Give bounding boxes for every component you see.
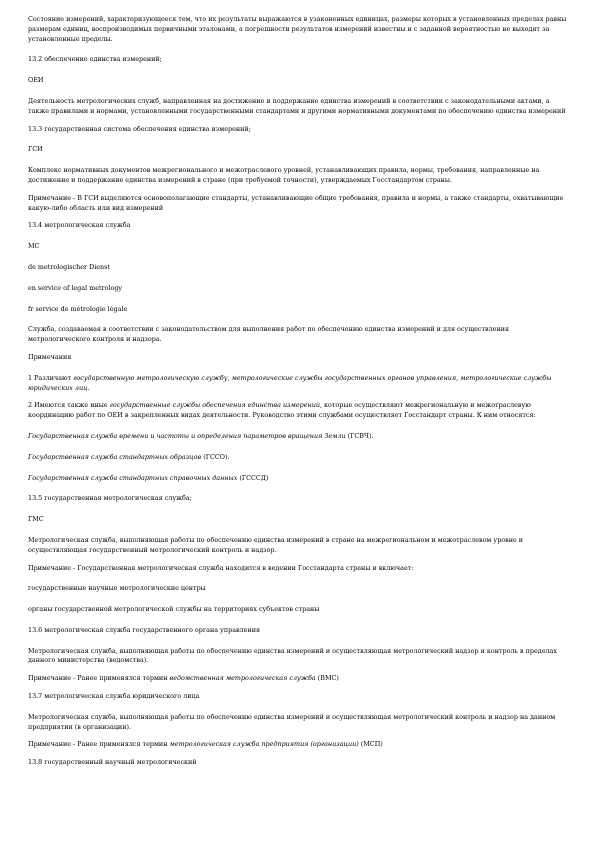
document-page: [28, 15, 568, 768]
term-heading: 13.5 государственная метрологическая служба;: [28, 494, 192, 503]
service-item: [28, 474, 568, 484]
separator: .: [87, 383, 90, 392]
abbreviation: (ГСССД): [237, 473, 269, 482]
definition-text: Метрологическая служба, выполняющая работы по обеспечению единства измерений и осуществляющая метрологический контроль и надзор на данном предприятии (в организации).: [28, 712, 556, 731]
list-item: государственные научные метрологические центры: [28, 584, 206, 593]
note-number: 2 Имеются также иные: [28, 401, 110, 410]
term-heading: 13.3 государственная система обеспечения единства измерений;: [28, 124, 251, 133]
term-abbreviation: ГСИ: [28, 145, 43, 154]
term-heading: 13.4 метрологическая служба: [28, 221, 131, 230]
term-abbreviation: ОЕИ: [28, 76, 44, 85]
note-body: Примечание - Ранее применялся термин: [28, 674, 170, 683]
term-abbreviation: МС: [28, 242, 40, 251]
term-abbreviation: ГМС: [28, 515, 44, 524]
term-heading: 13.7 метрологическая служба юридического лица: [28, 692, 200, 701]
notes-heading: Примечания: [28, 352, 72, 361]
separator: ,: [227, 373, 232, 382]
italic-term: Государственная служба стандартных справочных данных: [28, 473, 238, 482]
service-item: [28, 453, 568, 463]
note-text: Примечание - В ГСИ выделяются основополагающие стандарты, устанавливающие общие требования, правила и нормы, а также стандарты, охватывающие какую-либо область или вид измерений: [28, 193, 564, 212]
note-text: [28, 401, 568, 421]
definition-text: Состояние измерений, характеризующееся тем, что их результаты выражаются в узаконенных единицах, размеры которых в установленных пределах равны размерам единиц, воспроизводимых первичными эталонами, а погрешности результатов измерений известны и с заданной вероятностью не выходят за установленные пределы.: [28, 15, 567, 43]
term-heading: 13.8 государственный научный метрологический: [28, 758, 197, 767]
italic-term: государственную метрологическую службу: [73, 373, 228, 382]
italic-term: метрологические службы юридических лиц: [28, 373, 552, 392]
separator: ,: [456, 373, 461, 382]
term-heading: 13.6 метрологическая служба государственного органа управления: [28, 625, 260, 634]
note-body: Примечание - Ранее применялся термин: [28, 740, 170, 749]
term-foreign-fr: fr service de métrologie légale: [28, 304, 128, 313]
note-body: , которые осуществляют межрегиональную и межотраслевую координацию работ по ОЕИ в закрепленных видах деятельности. Руководство этими службами осуществляет Госстандарт страны. К ним относятся:: [28, 401, 536, 420]
abbreviation: (ГСВЧ).: [345, 431, 374, 440]
definition-text: Метрологическая служба, выполняющая работы по обеспечению единства измерений и осуществляющая метрологический надзор и контроль в пределах данного министерства (ведомства).: [28, 646, 557, 665]
note-text: [28, 674, 568, 684]
term-foreign-en: en service of legal metrology: [28, 283, 123, 292]
note-text: Примечание - Государственная метрологическая служба находится в ведении Госстандарта страны и включает:: [28, 563, 414, 572]
italic-term: метрологическая служба предприятия (организации): [169, 740, 359, 749]
italic-term: Государственная служба стандартных образцов: [28, 452, 202, 461]
abbreviation: (ВМС): [315, 674, 339, 683]
service-item: [28, 432, 568, 442]
definition-text: Метрологическая служба, выполняющая работы по обеспечению единства измерений в стране на межрегиональном и межотраслевом уровне и осуществляющая государственный метрологический контроль и надзор.: [28, 535, 524, 554]
abbreviation: (ГССО).: [201, 452, 230, 461]
definition-text: Деятельность метрологических служб, направленная на достижение и поддержание единства измерений в соответствии с законодательными актами, а также правилами и нормами, установленными государственными стандартами и другими нормативными документами по обеспечению единства измерений: [28, 96, 566, 115]
term-foreign-de: de metrologischer Dienst: [28, 262, 110, 271]
italic-term: государственные службы обеспечения единства измерений: [109, 401, 320, 410]
abbreviation: (МСП): [358, 740, 383, 749]
italic-term: ведомственная метрологическая служба: [169, 674, 316, 683]
note-number: 1 Различают: [28, 373, 74, 382]
definition-text: Служба, создаваемая в соответствии с законодательством для выполнения работ по обеспечению единства измерений и для осуществления метрологического контроля и надзора.: [28, 325, 510, 344]
term-heading: 13.2 обеспечение единства измерений;: [28, 55, 162, 64]
note-text: [28, 740, 568, 750]
note-text: [28, 374, 568, 394]
italic-term: Государственная служба времени и частоты и определения параметров вращения Земли: [28, 431, 346, 440]
italic-term: метрологические службы государственных органов управления: [231, 373, 457, 382]
list-item: органы государственной метрологической службы на территориях субъектов страны: [28, 605, 320, 614]
definition-text: Комплекс нормативных документов межрегионального и межотраслевого уровней, устанавливающих правила, нормы, требования, направленные на достижение и поддержание единства измерений в стране (при требуемой точности), утверждаемых Госстандартом страны.: [28, 166, 540, 184]
